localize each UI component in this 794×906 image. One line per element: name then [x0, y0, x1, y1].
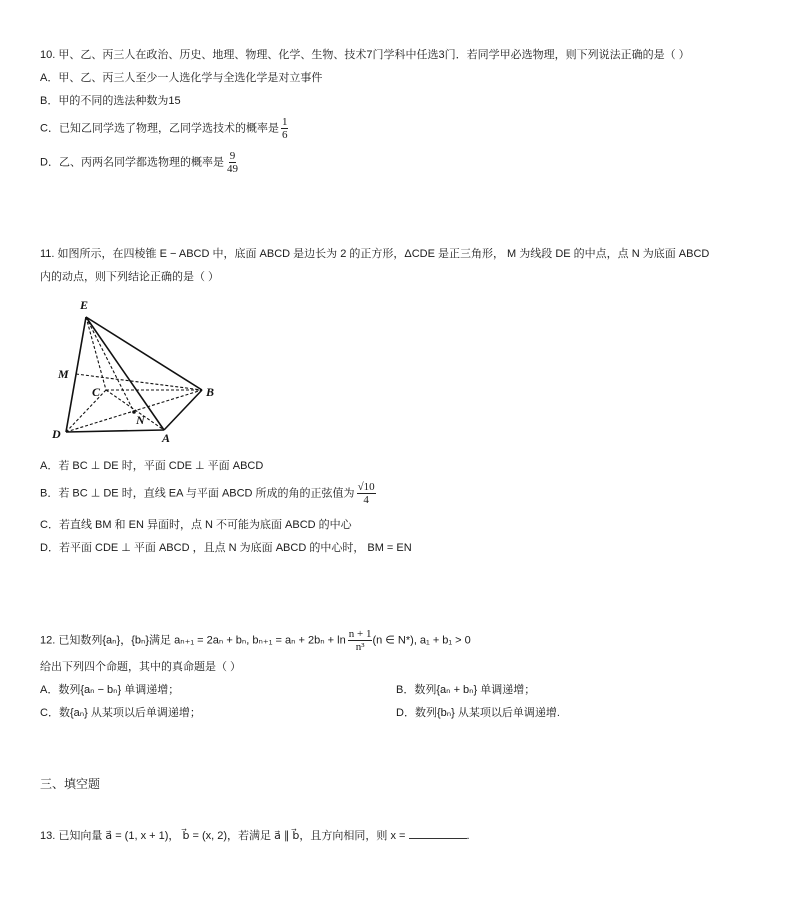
q12-stem-line2: 给出下列四个命题，其中的真命题是（ ）	[40, 661, 242, 673]
q10-option-b: B．甲的不同的选法种数为15	[40, 95, 181, 107]
q10-option-a: A．甲、乙、丙三人至少一人选化学与全选化学是对立事件	[40, 72, 323, 84]
q12-ln-fraction	[348, 628, 373, 653]
fraction-denominator: 6	[281, 129, 288, 141]
q13-text: 13. 已知向量 a⃗ = (1, x + 1)， b⃗ = (x, 2)，若满足 a⃗ ∥ b⃗，且方向相同，则 x =	[40, 830, 406, 842]
fraction-denominator: 49	[226, 163, 238, 175]
q12-stem-line1	[40, 628, 471, 653]
fraction-numerator: n + 1	[348, 628, 372, 640]
q13-tail: .	[466, 830, 470, 842]
fraction-numerator: 1	[281, 116, 288, 128]
q10-option-d	[40, 150, 239, 175]
q12-option-c: C．数{aₙ} 从某项以后单调递增；	[40, 707, 201, 719]
fraction-numerator: √10	[357, 481, 375, 493]
edge-EA	[86, 317, 164, 430]
fraction-numerator: 9	[229, 150, 236, 162]
edge-EB	[86, 317, 202, 390]
q12-stem-tail: (n ∈ N*), a₁ + b₁ > 0	[372, 634, 471, 647]
label-E: E	[80, 298, 89, 312]
label-M: M	[58, 367, 69, 381]
q12-option-d: D．数列{bₙ} 从某项以后单调递增.	[396, 707, 560, 719]
answer-blank[interactable]	[409, 828, 467, 839]
q12-stem-text: 12. 已知数列{aₙ}，{bₙ}满足 aₙ₊₁ = 2aₙ + bₙ, bₙ₊₁ = aₙ + 2bₙ + ln	[40, 634, 346, 647]
q12-option-a: A．数列{aₙ − bₙ} 单调递增；	[40, 684, 180, 696]
section-title: 三、填空题	[40, 777, 101, 791]
q12-option-b: B．数列{aₙ + bₙ} 单调递增；	[396, 684, 536, 696]
edge-DA	[66, 430, 164, 432]
q11-option-c: C．若直线 BM 和 EN 异面时，点 N 不可能为底面 ABCD 的中心	[40, 519, 352, 531]
fraction-denominator: 4	[363, 494, 369, 506]
q11-option-d: D．若平面 CDE ⊥ 平面 ABCD ，且点 N 为底面 ABCD 的中心时， BM = EN	[40, 542, 412, 554]
label-C: C	[92, 385, 101, 399]
edge-CA	[106, 390, 164, 430]
q11-option-a: A．若 BC ⊥ DE 时，平面 CDE ⊥ 平面 ABCD	[40, 460, 264, 472]
q11-stem-line2: 内的动点，则下列结论正确的是（ ）	[40, 271, 220, 283]
label-A: A	[162, 431, 171, 442]
fraction-denominator: n³	[355, 641, 365, 653]
label-D: D	[52, 427, 61, 441]
q11-option-b-text: B．若 BC ⊥ DE 时，直线 EA 与平面 ABCD 所成的角的正弦值为	[40, 487, 355, 500]
pyramid-figure	[46, 292, 226, 442]
q10-option-c-fraction	[281, 116, 289, 141]
q11-option-b-fraction	[357, 481, 376, 506]
q10-stem: 10. 甲、乙、丙三人在政治、历史、地理、物理、化学、生物、技术7门学科中任选3门．若同学甲必选物理，则下列说法正确的是（ ）	[40, 49, 690, 61]
q10-option-d-fraction	[226, 150, 239, 175]
q11-stem-line1: 11. 如图所示，在四棱锥 E − ABCD 中，底面 ABCD 是边长为 2 的正方形，ΔCDE 是正三角形， M 为线段 DE 的中点，点 N 为底面 ABCD	[40, 248, 710, 260]
q10-option-c-text: C．已知乙同学选了物理，乙同学选技术的概率是	[40, 122, 279, 135]
q10-option-c	[40, 116, 288, 141]
q10-option-d-text: D．乙、丙两名同学都选物理的概率是	[40, 156, 224, 169]
q11-option-b	[40, 481, 376, 506]
label-N: N	[136, 413, 145, 427]
label-B: B	[206, 385, 215, 399]
q13-stem	[40, 828, 470, 843]
